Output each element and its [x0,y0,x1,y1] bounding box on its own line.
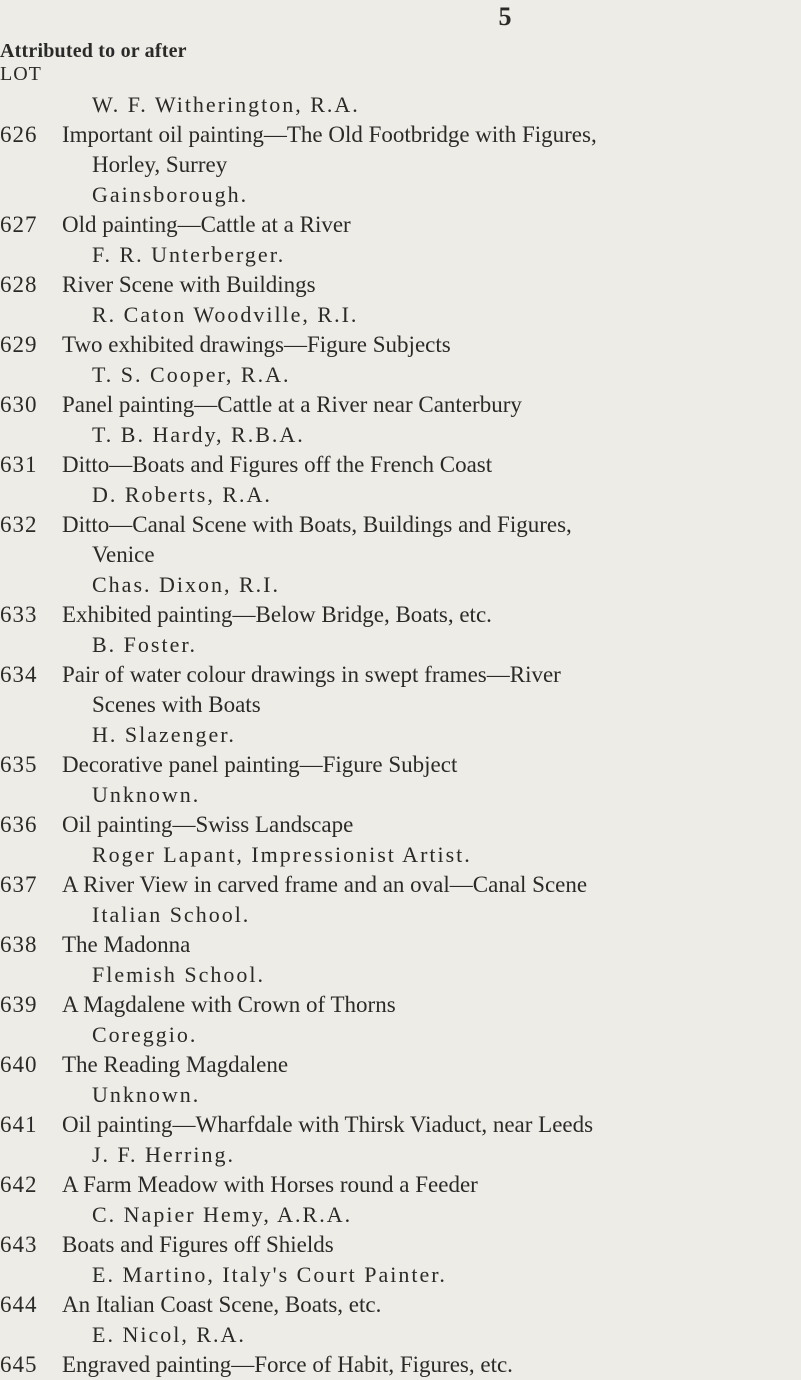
artist-attribution: Flemish School. [92,962,266,987]
lot-description: Oil painting—Swiss Landscape [62,812,354,837]
lot-number: 633 [0,602,38,627]
lot-description: River Scene with Buildings [62,272,316,297]
lot-number: 643 [0,1232,38,1257]
artist-attribution: R. Caton Woodville, R.I. [92,302,359,327]
lot-number: 636 [0,812,38,837]
lot-number: 632 [0,512,38,537]
artist-attribution: Coreggio. [92,1022,198,1047]
lot-description: Pair of water colour drawings in swept frames—River [62,662,561,687]
artist-attribution: W. F. Witherington, R.A. [92,92,360,117]
lot-entry [0,570,801,630]
lot-number: 645 [0,1352,38,1377]
section-header: Attributed to or after [0,40,187,62]
lot-number: 628 [0,272,38,297]
artist-attribution: Italian School. [92,902,251,927]
lot-number: 639 [0,992,38,1017]
lot-number: 630 [0,392,38,417]
lot-description: Decorative panel painting—Figure Subject [62,752,458,777]
lot-entry [0,780,801,840]
artist-attribution: H. Slazenger. [92,722,236,747]
lot-column-label: LOT [0,63,42,85]
lot-entry [0,240,801,300]
lot-list [0,90,801,1380]
lot-entry [0,1320,801,1380]
lot-description-continuation: Horley, Surrey [92,152,228,177]
lot-description: Important oil painting—The Old Footbridge with Figures, [62,122,597,147]
artist-attribution: D. Roberts, R.A. [92,482,272,507]
lot-entry [0,300,801,360]
lot-entry [0,480,801,570]
lot-description: Two exhibited drawings—Figure Subjects [62,332,451,357]
lot-entry [0,420,801,480]
lot-entry [0,1260,801,1320]
lot-number: 638 [0,932,38,957]
lot-number: 634 [0,662,38,687]
lot-entry [0,90,801,180]
lot-entry [0,720,801,780]
lot-entry [0,1200,801,1260]
lot-entry [0,630,801,720]
lot-number: 637 [0,872,38,897]
artist-attribution: B. Foster. [92,632,197,657]
lot-description: A River View in carved frame and an oval—Canal Scene [62,872,588,897]
artist-attribution: Unknown. [92,782,201,807]
lot-number: 627 [0,212,38,237]
lot-number: 635 [0,752,38,777]
lot-description: A Magdalene with Crown of Thorns [62,992,396,1017]
artist-attribution: Roger Lapant, Impressionist Artist. [92,842,472,867]
lot-number: 641 [0,1112,38,1137]
page-number: 5 [498,2,512,31]
lot-description: Exhibited painting—Below Bridge, Boats, etc. [62,602,492,627]
lot-description: A Farm Meadow with Horses round a Feeder [62,1172,478,1197]
lot-entry [0,900,801,960]
lot-number: 631 [0,452,38,477]
lot-description: Old painting—Cattle at a River [62,212,351,237]
lot-description: The Reading Magdalene [62,1052,289,1077]
lot-entry [0,960,801,1020]
lot-number: 642 [0,1172,38,1197]
lot-number: 644 [0,1292,38,1317]
artist-attribution: C. Napier Hemy, A.R.A. [92,1202,353,1227]
lot-number: 640 [0,1052,38,1077]
artist-attribution: Gainsborough. [92,182,249,207]
lot-description: Ditto—Boats and Figures off the French Coast [62,452,493,477]
lot-number: 629 [0,332,38,357]
lot-description: The Madonna [62,932,191,957]
lot-description: Ditto—Canal Scene with Boats, Buildings and Figures, [62,512,572,537]
lot-description: Boats and Figures off Shields [62,1232,334,1257]
lot-entry [0,360,801,420]
lot-description-continuation: Scenes with Boats [92,692,261,717]
lot-number: 626 [0,122,38,147]
lot-entry [0,840,801,900]
artist-attribution: T. B. Hardy, R.B.A. [92,422,305,447]
artist-attribution: E. Martino, Italy's Court Painter. [92,1262,447,1287]
lot-entry [0,1080,801,1140]
lot-entry [0,1140,801,1200]
lot-description: Oil painting—Wharfdale with Thirsk Viaduct, near Leeds [62,1112,594,1137]
artist-attribution: E. Nicol, R.A. [92,1322,246,1347]
artist-attribution: Chas. Dixon, R.I. [92,572,280,597]
artist-attribution: J. F. Herring. [92,1142,235,1167]
lot-description: An Italian Coast Scene, Boats, etc. [62,1292,382,1317]
lot-entry [0,180,801,240]
artist-attribution: T. S. Cooper, R.A. [92,362,291,387]
artist-attribution: Unknown. [92,1082,201,1107]
lot-description: Engraved painting—Force of Habit, Figures, etc. [62,1352,513,1377]
lot-entry [0,1020,801,1080]
artist-attribution: F. R. Unterberger. [92,242,286,267]
lot-description: Panel painting—Cattle at a River near Canterbury [62,392,522,417]
lot-description-continuation: Venice [92,542,155,567]
